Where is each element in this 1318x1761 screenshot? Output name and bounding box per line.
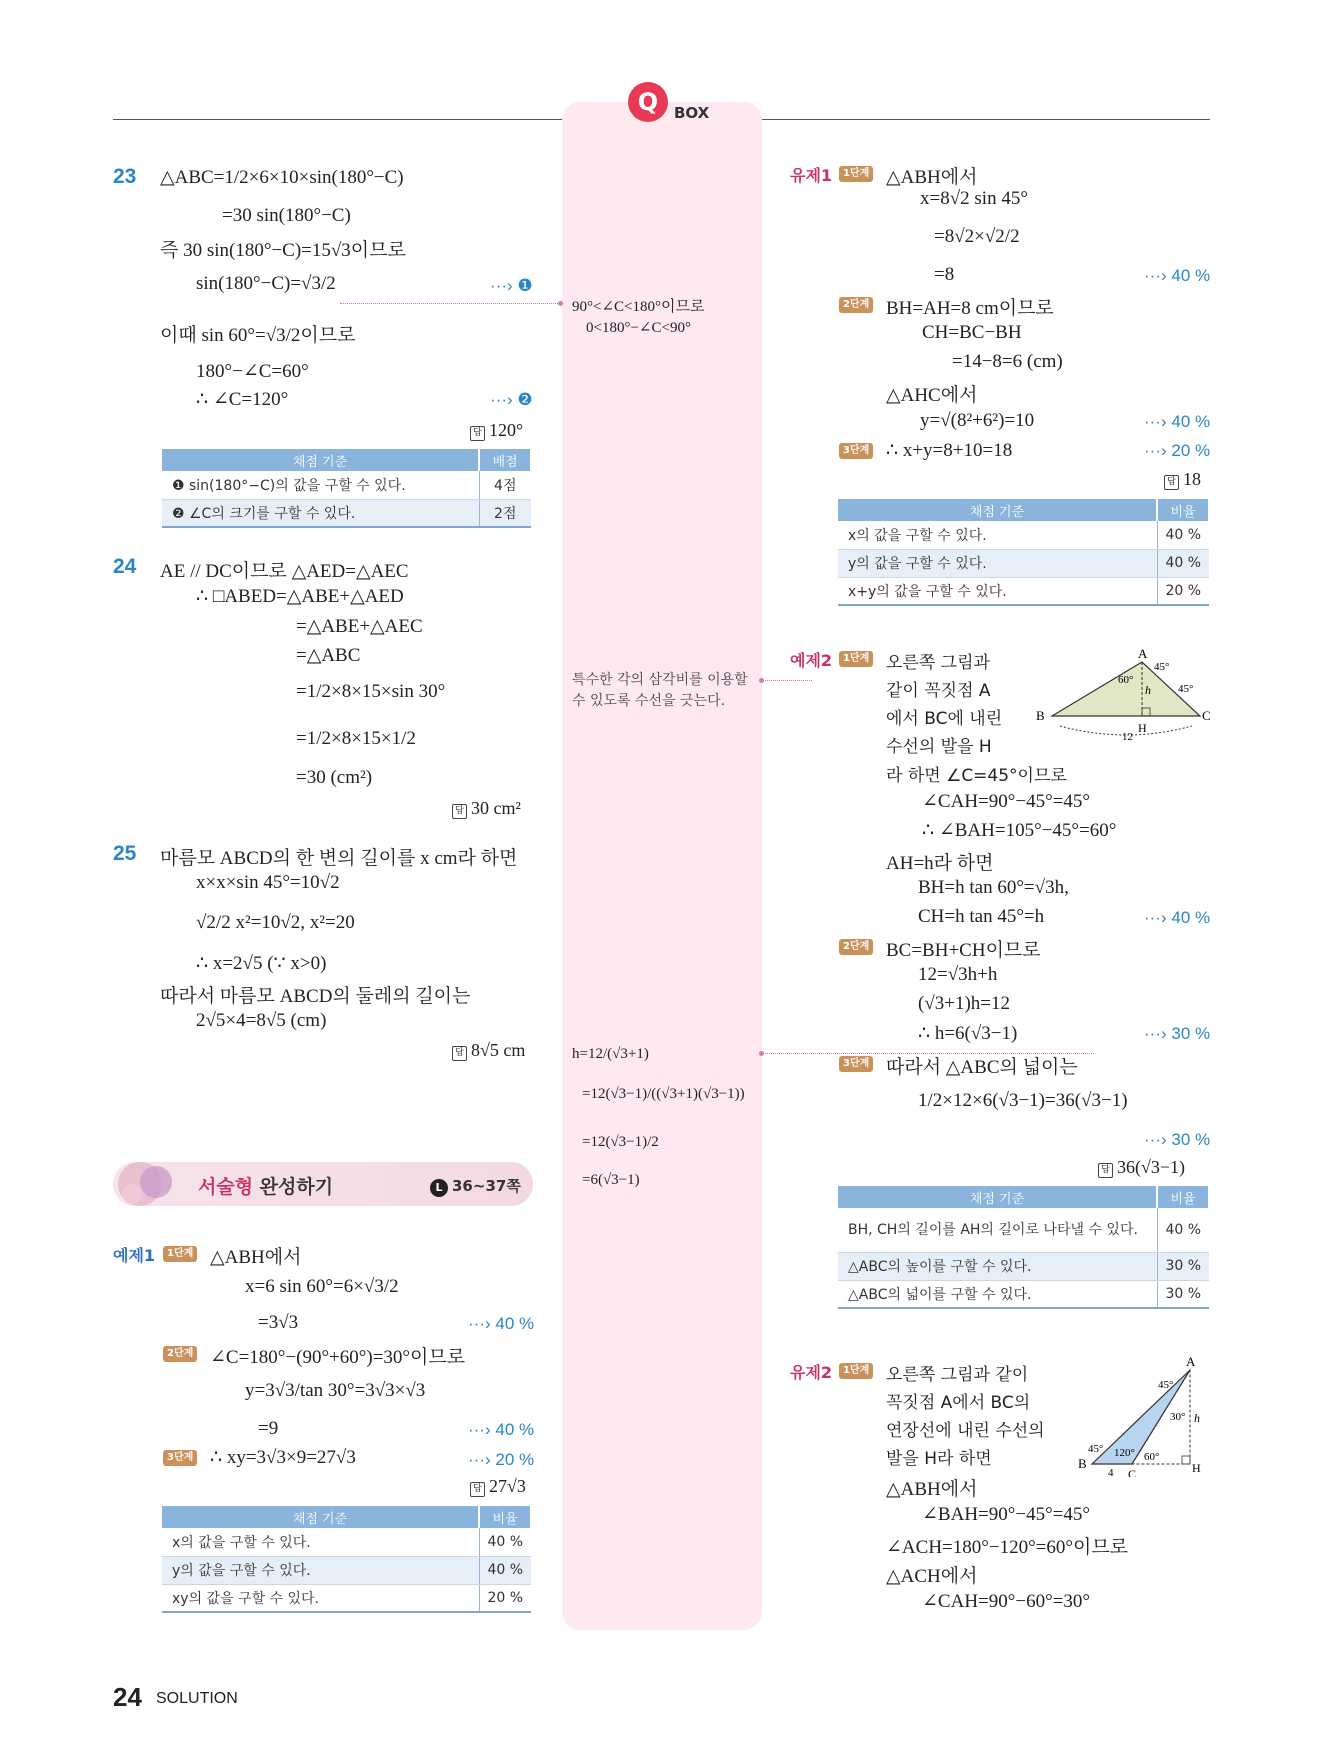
p23-mark-2: ···› ❷ — [490, 390, 533, 409]
yu1-line-8: △AHC에서 — [886, 385, 978, 406]
angle-60: 60° — [1144, 1451, 1160, 1463]
ex2-pct-2: ···› 30 % — [1144, 1024, 1211, 1043]
ex1-pct-2: ···› 40 % — [468, 1420, 535, 1439]
note-3-line-4: =6(√3−1) — [582, 1172, 640, 1188]
points-cell: 4점 — [479, 471, 531, 499]
banner-page-ref: L 36~37쪽 — [430, 1175, 521, 1197]
yu2-line-5: ∠CAH=90°−60°=30° — [922, 1591, 1090, 1612]
p23-mark-1: ···› ❶ — [490, 276, 533, 295]
yu1-answer: 답 18 — [1164, 469, 1201, 490]
height-label: h — [1145, 683, 1151, 697]
note-3-line-2: =12(√3−1)/((√3+1)(√3−1)) — [582, 1086, 745, 1102]
banner-bubbles-icon — [112, 1152, 182, 1216]
ex2-line-6: BC=BH+CH이므로 — [886, 940, 1041, 961]
criteria-header: 채점 기준 — [162, 1506, 479, 1528]
answer-icon: 답 — [470, 1482, 485, 1497]
p23-line-4: sin(180°−C)=√3/2 — [196, 273, 336, 294]
criteria-header: 채점 기준 — [162, 449, 479, 471]
ex2-text-3: 에서 BC에 내린 — [886, 709, 1003, 729]
criteria-cell: ❷ ∠C의 크기를 구할 수 있다. — [162, 499, 479, 527]
yu1-line-10: ∴ x+y=8+10=18 — [886, 440, 1013, 461]
problem-number-24: 24 — [113, 555, 137, 578]
ex2-text-4: 수선의 발을 H — [886, 737, 992, 757]
yu1-line-5: BH=AH=8 cm이므로 — [886, 298, 1054, 319]
note-3-line-3: =12(√3−1)/2 — [582, 1134, 659, 1150]
leader-line — [762, 680, 812, 681]
step-badge: 2단계 — [839, 297, 873, 313]
ratio-cell: 40 % — [479, 1528, 531, 1556]
answer-icon: 답 — [470, 426, 485, 441]
yu1-label: 유제1 — [790, 166, 833, 185]
ex2-line-4: BH=h tan 60°=√3h, — [918, 877, 1069, 898]
p23-line-7: ∴ ∠C=120° — [196, 389, 289, 410]
p23-line-6: 180°−∠C=60° — [196, 361, 309, 382]
criteria-cell: y의 값을 구할 수 있다. — [838, 549, 1157, 577]
p25-line-5: 따라서 마름모 ABCD의 둘레의 길이는 — [160, 986, 471, 1007]
ex2-line-1: ∠CAH=90°−45°=45° — [922, 791, 1090, 812]
ex1-line-2: x=6 sin 60°=6×√3/2 — [245, 1276, 399, 1297]
note-2: 특수한 각의 삼각비를 이용할 수 있도록 수선을 긋는다. — [572, 672, 748, 709]
note-1-line-1: 90°<∠C<180°이므로 — [572, 299, 705, 315]
yu2-line-3: ∠ACH=180°−120°=60°이므로 — [886, 1537, 1129, 1558]
ex2-criteria-table — [838, 1186, 1210, 1309]
ratio-cell: 30 % — [1157, 1280, 1209, 1308]
ratio-cell: 40 % — [1157, 521, 1209, 549]
yu1-line-4: =8 — [934, 264, 955, 285]
p23-line-5: 이때 sin 60°=√3/2이므로 — [160, 325, 356, 346]
p23-answer: 답 120° — [470, 420, 523, 441]
yu2-text-4: 발을 H라 하면 — [886, 1449, 992, 1469]
ex2-line-3: AH=h라 하면 — [886, 853, 994, 874]
yu2-line-2: ∠BAH=90°−45°=45° — [922, 1504, 1090, 1525]
p24-line-2: ∴ □ABED=△ABE+△AED — [196, 586, 404, 607]
ex2-pct-1: ···› 40 % — [1144, 908, 1211, 927]
ex1-pct-1: ···› 40 % — [468, 1314, 535, 1333]
p25-line-4: ∴ x=2√5 (∵ x>0) — [196, 953, 327, 974]
ex1-answer: 답 27√3 — [470, 1476, 526, 1497]
step-badge: 1단계 — [163, 1246, 197, 1262]
ex2-line-5: CH=h tan 45°=h — [918, 906, 1045, 927]
yu2-text-2: 꼭짓점 A에서 BC의 — [886, 1393, 1031, 1413]
ex2-line-7: 12=√3h+h — [918, 964, 998, 985]
step-badge: 2단계 — [839, 939, 873, 955]
ex1-criteria-table — [162, 1506, 532, 1613]
step-badge: 3단계 — [839, 443, 873, 459]
yu1-pct-3: ···› 20 % — [1144, 441, 1211, 460]
vertex-H: H — [1192, 1461, 1201, 1475]
criteria-header: 채점 기준 — [838, 1186, 1157, 1208]
ex2-text-2: 같이 꼭짓점 A — [886, 681, 991, 701]
ratio-header: 비율 — [1157, 1186, 1209, 1208]
answer-icon: 답 — [452, 1046, 467, 1061]
angle-45-left: 45° — [1088, 1443, 1104, 1455]
ex2-pct-3: ···› 30 % — [1144, 1130, 1211, 1149]
q-box-label: BOX — [674, 104, 710, 122]
step-badge: 3단계 — [839, 1056, 873, 1072]
ratio-cell: 20 % — [479, 1584, 531, 1612]
ex2-text-5: 라 하면 ∠C=45°이므로 — [886, 766, 1067, 786]
ex1-line-5: y=3√3/tan 30°=3√3×√3 — [245, 1380, 426, 1401]
answer-icon: 답 — [1164, 475, 1179, 490]
ex1-line-3: =3√3 — [258, 1312, 299, 1333]
criteria-cell: △ABC의 넓이를 구할 수 있다. — [838, 1280, 1157, 1308]
p23-criteria-table — [162, 449, 532, 528]
p24-line-5: =1/2×8×15×sin 30° — [296, 681, 446, 702]
p24-answer: 답 30 cm² — [452, 798, 521, 819]
answer-icon: 답 — [1098, 1163, 1113, 1178]
ratio-cell: 20 % — [1157, 577, 1209, 605]
yu1-pct-1: ···› 40 % — [1144, 266, 1211, 285]
ex2-line-9: ∴ h=6(√3−1) — [918, 1023, 1018, 1044]
criteria-cell: x의 값을 구할 수 있다. — [838, 521, 1157, 549]
ex2-answer: 답 36(√3−1) — [1098, 1157, 1185, 1178]
ex2-triangle-figure — [1030, 648, 1215, 748]
p24-line-1: AE // DC이므로 △AED=△AEC — [160, 561, 409, 582]
ex2-line-10: 따라서 △ABC의 넓이는 — [886, 1057, 1078, 1078]
q-badge: Q — [628, 82, 668, 122]
note-3-line-1: h=12/(√3+1) — [572, 1046, 649, 1062]
ratio-cell: 30 % — [1157, 1252, 1209, 1280]
ex1-line-4: ∠C=180°−(90°+60°)=30°이므로 — [210, 1347, 466, 1368]
angle-60: 60° — [1118, 674, 1134, 686]
ex1-pct-3: ···› 20 % — [468, 1450, 535, 1469]
yu1-line-2: x=8√2 sin 45° — [920, 188, 1028, 209]
ex1-line-7: ∴ xy=3√3×9=27√3 — [210, 1447, 356, 1468]
points-cell: 2점 — [479, 499, 531, 527]
vertex-C: C — [1128, 1467, 1137, 1477]
p23-line-2: =30 sin(180°−C) — [222, 205, 351, 226]
points-header: 배점 — [479, 449, 531, 471]
yu1-line-7: =14−8=6 (cm) — [952, 351, 1063, 372]
p24-line-7: =30 (cm²) — [296, 767, 373, 788]
vertex-H: H — [1138, 721, 1147, 735]
length-4: 4 — [1108, 1467, 1114, 1477]
leader-dot — [558, 301, 563, 306]
vertex-C: C — [1202, 708, 1211, 723]
step-badge: 1단계 — [839, 166, 873, 182]
p24-line-4: =△ABC — [296, 645, 361, 666]
criteria-cell: xy의 값을 구할 수 있다. — [162, 1584, 479, 1612]
yu1-criteria-table — [838, 499, 1210, 606]
yu1-line-3: =8√2×√2/2 — [934, 226, 1020, 247]
ratio-cell: 40 % — [479, 1556, 531, 1584]
angle-120: 120° — [1114, 1447, 1135, 1459]
p23-line-3: 즉 30 sin(180°−C)=15√3이므로 — [160, 240, 406, 261]
yu2-line-4: △ACH에서 — [886, 1566, 978, 1587]
vertex-A: A — [1138, 648, 1148, 661]
ex2-line-2: ∴ ∠BAH=105°−45°=60° — [922, 820, 1117, 841]
angle-30: 30° — [1170, 1411, 1186, 1423]
length-12: 12 — [1122, 731, 1133, 743]
yu2-label: 유제2 — [790, 1363, 833, 1382]
answer-icon: 답 — [452, 804, 467, 819]
criteria-cell: △ABC의 높이를 구할 수 있다. — [838, 1252, 1157, 1280]
ex2-text-1: 오른쪽 그림과 — [886, 653, 990, 673]
ex1-label: 예제1 — [113, 1246, 156, 1265]
angle-45-right: 45° — [1178, 683, 1194, 695]
p25-line-2: x×x×sin 45°=10√2 — [196, 872, 340, 893]
vertex-A: A — [1186, 1354, 1196, 1369]
yu2-triangle-figure — [1070, 1352, 1210, 1477]
step-badge: 2단계 — [163, 1346, 197, 1362]
ex2-line-11: 1/2×12×6(√3−1)=36(√3−1) — [918, 1090, 1128, 1111]
criteria-header: 채점 기준 — [838, 499, 1157, 521]
page-number: 24 — [113, 1682, 142, 1712]
step-badge: 3단계 — [163, 1450, 197, 1466]
yu1-pct-2: ···› 40 % — [1144, 412, 1211, 431]
ex2-label: 예제2 — [790, 651, 833, 670]
criteria-cell: ❶ sin(180°−C)의 값을 구할 수 있다. — [162, 471, 479, 499]
p24-line-6: =1/2×8×15×1/2 — [296, 728, 416, 749]
criteria-cell: x+y의 값을 구할 수 있다. — [838, 577, 1157, 605]
p25-answer: 답 8√5 cm — [452, 1040, 525, 1061]
criteria-cell: BH, CH의 길이를 AH의 길이로 나타낼 수 있다. — [838, 1208, 1157, 1252]
height-label: h — [1194, 1411, 1200, 1425]
criteria-cell: y의 값을 구할 수 있다. — [162, 1556, 479, 1584]
step-badge: 1단계 — [839, 1363, 873, 1379]
note-1-line-2: 0<180°−∠C<90° — [586, 320, 691, 336]
ex1-line-6: =9 — [258, 1418, 279, 1439]
yu1-line-6: CH=BC−BH — [922, 322, 1022, 343]
step-badge: 1단계 — [839, 651, 873, 667]
ex2-line-8: (√3+1)h=12 — [918, 993, 1011, 1014]
footer-label: SOLUTION — [156, 1690, 238, 1707]
yu2-line-1: △ABH에서 — [886, 1479, 978, 1500]
yu1-line-9: y=√(8²+6²)=10 — [920, 410, 1035, 431]
banner-title: 서술형 완성하기 — [198, 1176, 334, 1198]
vertex-B: B — [1036, 708, 1045, 723]
ratio-header: 비율 — [1157, 499, 1209, 521]
ratio-cell: 40 % — [1157, 1208, 1209, 1252]
angle-45-top: 45° — [1154, 661, 1170, 673]
p25-line-3: √2/2 x²=10√2, x²=20 — [196, 912, 355, 933]
problem-number-25: 25 — [113, 842, 137, 865]
p25-line-6: 2√5×4=8√5 (cm) — [196, 1010, 327, 1031]
yu2-text-3: 연장선에 내린 수선의 — [886, 1421, 1045, 1441]
yu2-text-1: 오른쪽 그림과 같이 — [886, 1365, 1029, 1385]
ratio-header: 비율 — [479, 1506, 531, 1528]
vertex-B: B — [1078, 1456, 1087, 1471]
ratio-cell: 40 % — [1157, 549, 1209, 577]
yu1-line-1: △ABH에서 — [886, 167, 978, 188]
angle-45-top: 45° — [1158, 1379, 1174, 1391]
p25-line-1: 마름모 ABCD의 한 변의 길이를 x cm라 하면 — [160, 848, 518, 869]
p24-line-3: =△ABE+△AEC — [296, 616, 423, 637]
ex1-line-1: △ABH에서 — [210, 1247, 302, 1268]
problem-number-23: 23 — [113, 165, 137, 188]
criteria-cell: x의 값을 구할 수 있다. — [162, 1528, 479, 1556]
leader-line — [340, 303, 562, 304]
lesson-icon: L — [430, 1179, 448, 1197]
p23-line-1: △ABC=1/2×6×10×sin(180°−C) — [160, 167, 404, 188]
